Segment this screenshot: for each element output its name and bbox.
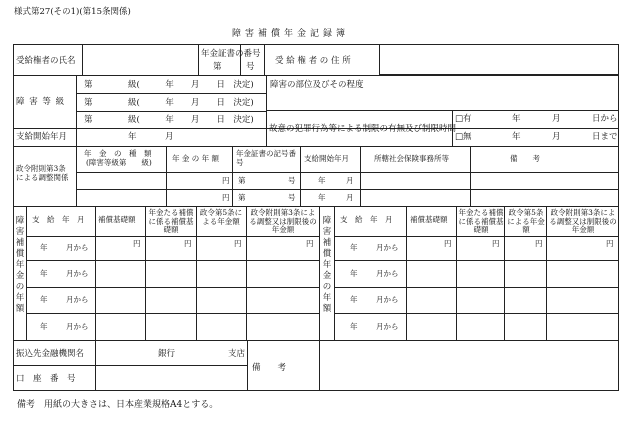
ledger-right-row2-year: 年 [350,269,358,278]
ledger-col4-header-right: 政令第5条による年金額 [507,208,545,234]
start-month: 月 [165,132,174,142]
ledger-right-row1-year: 年 [350,243,358,252]
adjust-label: 政令附則第3条による調整関係 [16,164,69,182]
adjust-year-2: 年 [318,193,326,202]
adjust-type-sub: (障害等級第 級) [86,158,152,167]
ledger-left-yen-4: 円 [306,239,314,248]
limit-yes[interactable] [455,114,472,124]
footnote: 備考 用紙の大きさは、日本産業規格A4とする。 [17,400,219,410]
start-year: 年 [128,132,137,142]
grade-dai-1: 第 [84,80,93,90]
limit-no[interactable] [455,132,472,142]
grade-dai-2: 第 [84,98,93,108]
limit-no-label: 無 [463,132,472,142]
grade-dai-3: 第 [84,115,93,125]
bank-label: 銀行 [158,349,176,359]
ledger-right-row1-from: 月から [376,243,399,252]
account-number-label: 口 座 番 号 [16,374,76,384]
adjust-month-2: 月 [346,193,354,202]
adjust-type-label: 年 金 の 種 類 [84,149,152,158]
adjust-go-2: 号 [288,193,296,202]
grade-row-2: 級( 年 月 日 決定) [128,98,254,108]
adjust-dai-2: 第 [238,193,246,202]
checkbox-no-icon[interactable]: □ [455,132,464,142]
limit-from: 日から [592,114,618,124]
ledger-right-row2-from: 月から [376,269,399,278]
recipient-name-label: 受給権者の氏名 [16,56,76,66]
ledger-left-yen-1: 円 [133,239,141,248]
adjust-year-1: 年 [318,176,326,185]
ledger-left-row2-from: 月から [66,269,89,278]
ledger-left-row1-from: 月から [66,243,89,252]
ledger-right-yen-3: 円 [535,239,543,248]
limit-month-1: 月 [552,114,561,124]
form-number: 様式第27(その1)(第15条関係) [14,7,131,17]
ledger-left-row4-year: 年 [40,322,48,331]
cert-go: 号 [246,62,255,72]
injury-part-label: 障害の部位及びその程度 [270,80,364,90]
adjust-office-label: 所轄社会保険事務所等 [374,154,449,163]
ledger-col5-header-right: 政令附則第3条による調整又は制限後の年金額 [549,208,617,234]
ledger-right-row3-year: 年 [350,295,358,304]
bank-remarks-label: 備 考 [252,363,287,373]
ledger-left-row4-from: 月から [66,322,89,331]
ledger-right-row3-from: 月から [376,295,399,304]
start-label: 支給開始年月 [16,132,68,142]
ledger-left-row3-year: 年 [40,295,48,304]
adjust-remarks-label: 備 考 [510,154,540,163]
adjust-month-1: 月 [346,176,354,185]
ledger-col5-header-left: 政令附則第3条による調整又は制限後の年金額 [249,208,317,234]
limit-label: 故意の犯罪行為等による制限の有無及び制限時間 [269,124,457,134]
adjust-yen-2: 円 [222,193,230,202]
limit-yes-label: 有 [463,114,472,124]
ledger-side-label-left: 障害補償年金の年額 [15,216,25,314]
ledger-right-yen-1: 円 [444,239,452,248]
adjust-yen-1: 円 [222,176,230,185]
ledger-base-header-right: 補償基礎額 [410,215,448,224]
form-title: 障害補償年金記録簿 [232,29,350,39]
ledger-col4-header-left: 政令第5条による年金額 [199,208,243,226]
adjust-amount-label: 年 金 の 年 額 [172,154,220,163]
ledger-right-yen-4: 円 [606,239,614,248]
ledger-col3-header-right: 年金たる補償に係る補償基礎額 [458,208,504,234]
cert-number-label: 年金証書の番号 [201,49,261,59]
limit-year-2: 年 [512,132,521,142]
limit-until: 日まで [592,132,618,142]
adjust-cert-label: 年金証書の記号番号 [236,149,296,167]
branch-label: 支店 [228,349,246,359]
adjust-start-label: 支給開始年月 [304,154,349,163]
grade-row-1: 級( 年 月 日 決定) [128,80,254,90]
grade-row-3: 級( 年 月 日 決定) [128,115,254,125]
ledger-month-header-right: 支 給 年 月 [340,215,393,224]
address-field[interactable] [379,44,619,75]
ledger-col3-header-left: 年金たる補償に係る補償基礎額 [148,208,194,234]
cert-dai: 第 [213,62,222,72]
limit-month-2: 月 [552,132,561,142]
ledger-right-row4-from: 月から [376,322,399,331]
ledger-right-yen-2: 円 [492,239,500,248]
adjust-dai-1: 第 [238,176,246,185]
checkbox-yes-icon[interactable]: □ [455,114,464,124]
ledger-right-row4-year: 年 [350,322,358,331]
address-label: 受 給 権 者 の 住 所 [275,56,351,66]
limit-year-1: 年 [512,114,521,124]
ledger-left-row3-from: 月から [66,295,89,304]
ledger-side-label-right: 障害補償年金の年額 [322,216,332,314]
ledger-base-header-left: 補償基礎額 [98,215,136,224]
ledger-left-yen-2: 円 [184,239,192,248]
ledger-month-header-left: 支 給 年 月 [32,215,85,224]
bank-name-label: 振込先金融機関名 [16,349,85,359]
adjust-go-1: 号 [288,176,296,185]
ledger-left-yen-3: 円 [234,239,242,248]
ledger-left-row1-year: 年 [40,243,48,252]
ledger-left-row2-year: 年 [40,269,48,278]
grade-label: 障 害 等 級 [16,97,66,107]
